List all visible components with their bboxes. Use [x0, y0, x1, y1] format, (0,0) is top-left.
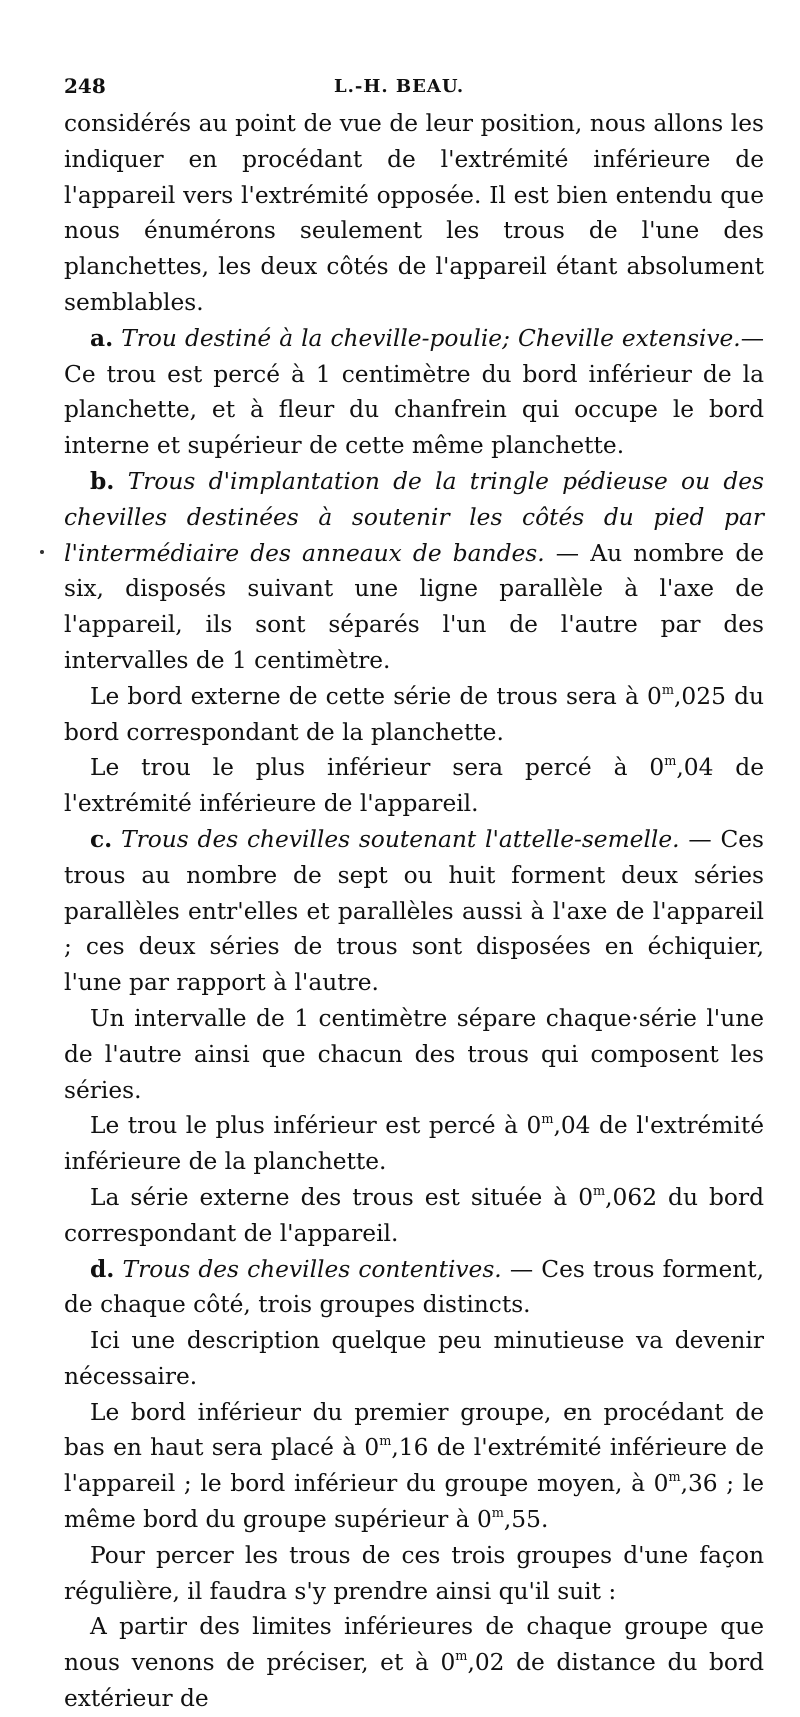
unit-superscript: m: [541, 1112, 554, 1128]
text-run: ,55.: [503, 1506, 549, 1534]
section-title-d: Trous des chevilles contentives.: [122, 1255, 502, 1283]
paragraph-c: [64, 822, 764, 1001]
text-run: Le trou le plus inférieur sera percé à 0: [90, 754, 665, 782]
section-text-b: — Au nombre de six, disposés suivant une ligne parallèle à l'axe de l'appareil, ils sont séparés l'un de l'autre par des intervalles de 1 centimètre.: [64, 539, 765, 674]
section-title-b: Trous d'implantation de la tringle pédieuse ou des chevilles destinées à soutenir les côtés du pied par l'intermédiaire des anneaux de bandes.: [64, 467, 765, 567]
paragraph-d-5: [64, 1609, 764, 1716]
paragraph-d: [64, 1252, 764, 1324]
section-label-d: d.: [90, 1255, 115, 1283]
text-run: La série externe des trous est située à 0: [90, 1183, 594, 1211]
section-label-a: a.: [90, 324, 114, 352]
paragraph-d-2: Ici une description quelque peu minutieuse va devenir nécessaire.: [64, 1327, 764, 1390]
page-number: 248: [64, 74, 106, 98]
section-text-a: — Ce trou est percé à 1 centimètre du bord inférieur de la planchette, et à fleur du chanfrein qui occupe le bord interne et supérieur de cette même planchette.: [64, 324, 764, 460]
text-run: ,16 de l'extrémité inférieure de l'appareil ; le bord inférieur du groupe moyen, à 0: [64, 1434, 765, 1498]
section-text-d: — Ces trous forment, de chaque côté, trois groupes distincts.: [64, 1255, 765, 1319]
paragraph-b-3: [64, 750, 764, 822]
page-header: [64, 70, 764, 106]
paragraph-b-2: [64, 679, 764, 751]
section-title-a: Trou destiné à la cheville-poulie; Cheville extensive.: [121, 324, 741, 352]
unit-superscript: m: [668, 1470, 681, 1486]
text-run: Le trou le plus inférieur est percé à 0: [90, 1112, 542, 1140]
book-page: [64, 70, 764, 1717]
running-head: L.-H. BEAU.: [334, 76, 465, 97]
text-run: Le bord externe de cette série de trous sera à 0: [90, 682, 662, 710]
unit-superscript: m: [664, 754, 677, 770]
section-text-c: — Ces trous au nombre de sept ou huit forment deux séries parallèles entr'elles et parallèles aussi à l'axe de l'appareil ; ces deux séries de trous sont disposées en échiquier, l'une par rapport à l'autre.: [64, 825, 765, 997]
text-run: ,02 de distance du bord extérieur de: [64, 1649, 764, 1713]
unit-superscript: m: [593, 1183, 606, 1199]
text-run: Le bord inférieur du premier groupe, en procédant de bas en haut sera placé à 0: [64, 1398, 764, 1462]
section-label-b: b.: [90, 467, 115, 495]
section-title-c: Trous des chevilles soutenant l'attelle-semelle.: [121, 825, 680, 853]
unit-superscript: m: [491, 1505, 504, 1521]
section-label-c: c.: [90, 825, 113, 853]
text-run: ,025 du bord correspondant de la planchette.: [64, 682, 764, 746]
paragraph-intro: considérés au point de vue de leur position, nous allons les indiquer en procédant de l'extrémité inférieure de l'appareil vers l'extrémité opposée. Il est bien entendu que nous énumérons seulement les trous de l'une des planchettes, les deux côtés de l'appareil étant absolument semblables.: [64, 110, 764, 316]
paragraph-b: [64, 464, 764, 679]
paragraph-d-3: [64, 1395, 764, 1538]
unit-superscript: m: [455, 1649, 468, 1665]
text-run: ,04 de l'extrémité inférieure de l'appareil.: [64, 754, 765, 818]
text-run: ,04 de l'extrémité inférieure de la planchette.: [64, 1112, 764, 1176]
unit-superscript: m: [661, 682, 675, 698]
margin-dot-mark: [40, 550, 44, 554]
text-run: ,062 du bord correspondant de l'appareil.: [64, 1183, 764, 1247]
paragraph-a: [64, 321, 764, 464]
paragraph-c-2: Un intervalle de 1 centimètre sépare chaque·série l'une de l'autre ainsi que chacun des trous qui composent les séries.: [64, 1004, 764, 1104]
text-run: A partir des limites inférieures de chaque groupe que nous venons de préciser, et à 0: [64, 1613, 764, 1677]
body-text: [64, 106, 764, 1717]
text-run: ,36 ; le même bord du groupe supérieur à 0: [64, 1470, 765, 1534]
paragraph-d-4: Pour percer les trous de ces trois groupes d'une façon régulière, il faudra s'y prendre ainsi qu'il suit :: [64, 1541, 764, 1605]
paragraph-c-3: [64, 1108, 764, 1180]
paragraph-c-4: [64, 1180, 764, 1252]
unit-superscript: m: [379, 1434, 392, 1450]
